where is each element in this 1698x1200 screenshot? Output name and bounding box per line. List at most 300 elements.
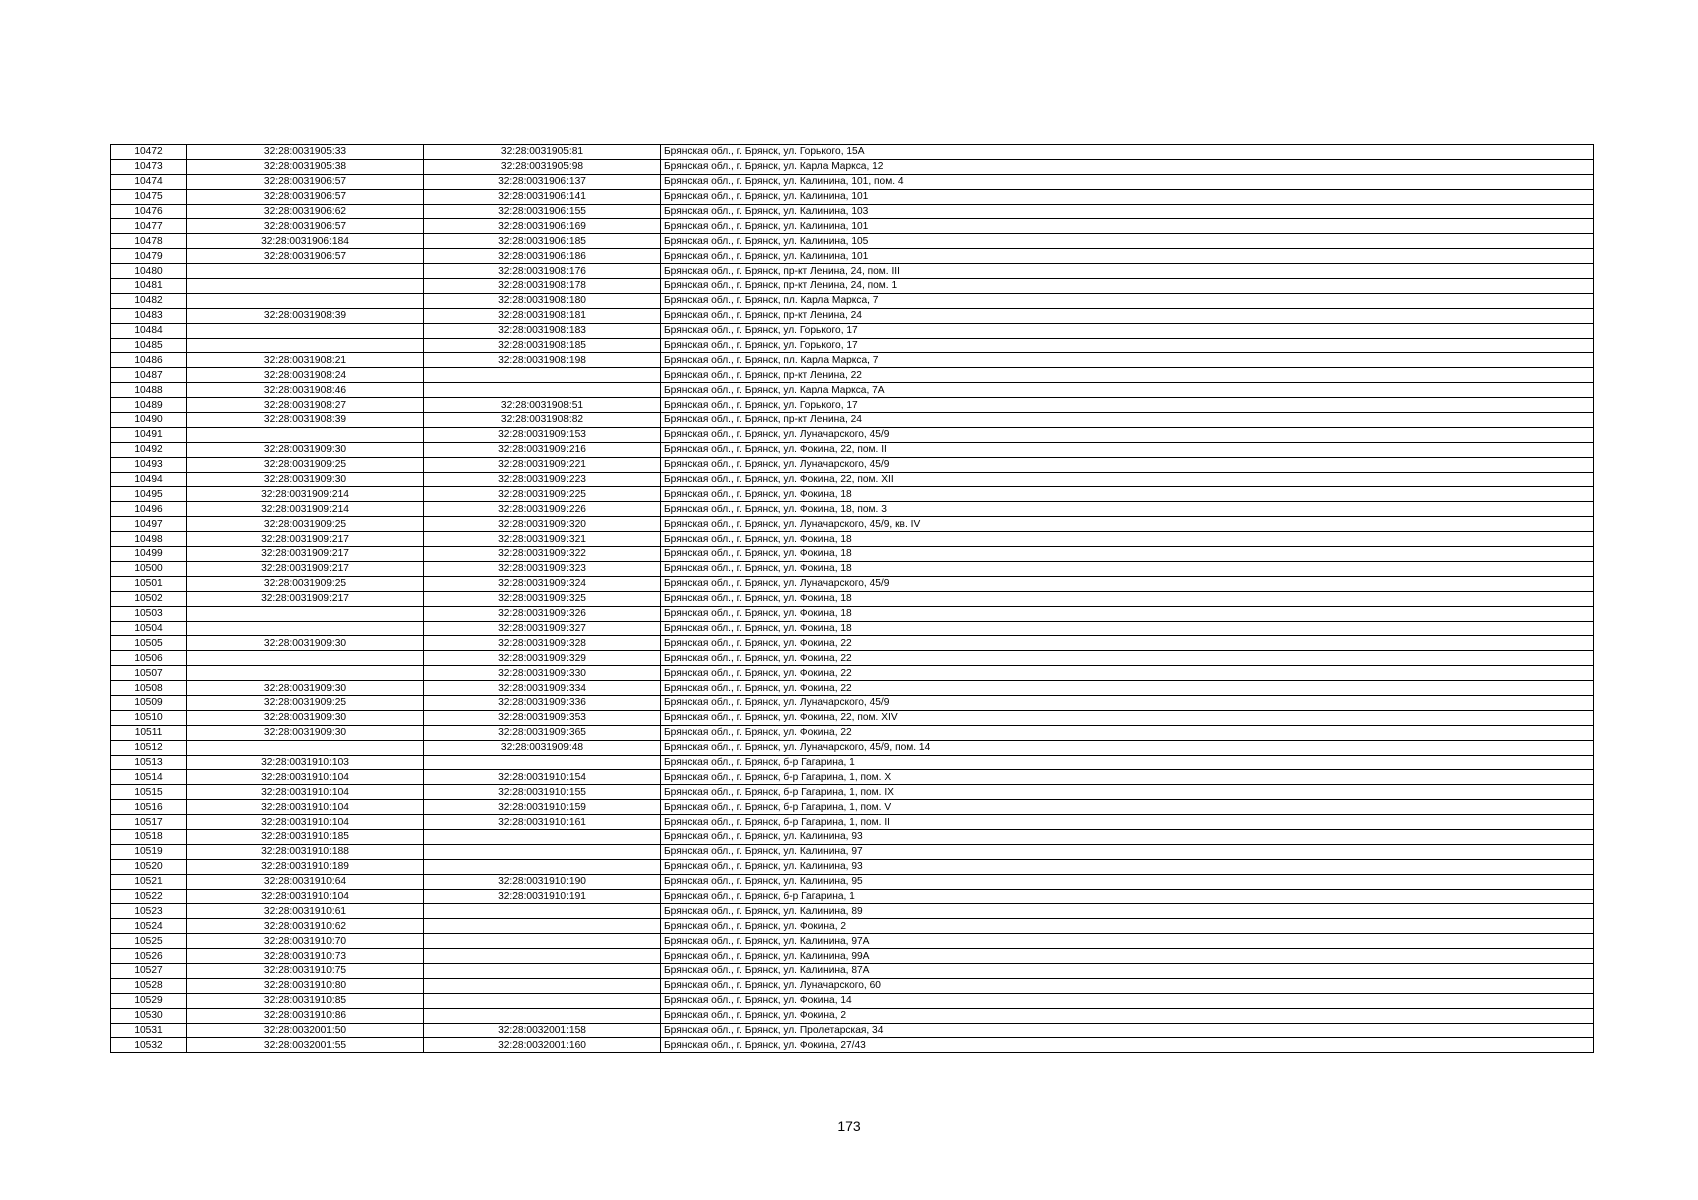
table-row xyxy=(111,889,1594,904)
row-number-cell: 10529 xyxy=(111,993,187,1008)
cadastral-number-cell: 32:28:0031908:27 xyxy=(187,398,424,413)
cadastral-number-cell: 32:28:0031906:57 xyxy=(187,249,424,264)
row-number-cell: 10472 xyxy=(111,145,187,160)
object-cadastral-number-cell xyxy=(424,978,661,993)
row-number-cell: 10527 xyxy=(111,963,187,978)
table-row xyxy=(111,457,1594,472)
table-row xyxy=(111,576,1594,591)
object-cadastral-number-cell: 32:28:0031908:185 xyxy=(424,338,661,353)
row-number-cell: 10512 xyxy=(111,740,187,755)
row-number-cell: 10513 xyxy=(111,755,187,770)
table-row xyxy=(111,785,1594,800)
cadastral-number-cell: 32:28:0031908:21 xyxy=(187,353,424,368)
address-cell: Брянская обл., г. Брянск, ул. Луначарского, 45/9 xyxy=(661,457,1594,472)
row-number-cell: 10500 xyxy=(111,561,187,576)
address-cell: Брянская обл., г. Брянск, ул. Горького, 17 xyxy=(661,323,1594,338)
table-row xyxy=(111,145,1594,160)
cadastral-number-cell: 32:28:0031910:85 xyxy=(187,993,424,1008)
cadastral-number-cell: 32:28:0031910:104 xyxy=(187,800,424,815)
row-number-cell: 10482 xyxy=(111,293,187,308)
object-cadastral-number-cell: 32:28:0031908:180 xyxy=(424,293,661,308)
row-number-cell: 10532 xyxy=(111,1038,187,1053)
row-number-cell: 10528 xyxy=(111,978,187,993)
table-row xyxy=(111,829,1594,844)
row-number-cell: 10504 xyxy=(111,621,187,636)
object-cadastral-number-cell xyxy=(424,919,661,934)
object-cadastral-number-cell: 32:28:0031908:51 xyxy=(424,398,661,413)
row-number-cell: 10503 xyxy=(111,606,187,621)
table-row xyxy=(111,204,1594,219)
row-number-cell: 10493 xyxy=(111,457,187,472)
object-cadastral-number-cell xyxy=(424,383,661,398)
row-number-cell: 10483 xyxy=(111,308,187,323)
table-row xyxy=(111,963,1594,978)
row-number-cell: 10496 xyxy=(111,502,187,517)
table-row xyxy=(111,532,1594,547)
table-row xyxy=(111,293,1594,308)
cadastral-number-cell xyxy=(187,338,424,353)
address-cell: Брянская обл., г. Брянск, ул. Калинина, 105 xyxy=(661,234,1594,249)
cadastral-number-cell: 32:28:0031910:104 xyxy=(187,770,424,785)
address-cell: Брянская обл., г. Брянск, ул. Фокина, 18 xyxy=(661,487,1594,502)
table-row xyxy=(111,1008,1594,1023)
cadastral-number-cell: 32:28:0031906:62 xyxy=(187,204,424,219)
cadastral-number-cell xyxy=(187,666,424,681)
object-cadastral-number-cell: 32:28:0031909:326 xyxy=(424,606,661,621)
cadastral-number-cell: 32:28:0031909:25 xyxy=(187,517,424,532)
address-cell: Брянская обл., г. Брянск, ул. Калинина, 101 xyxy=(661,219,1594,234)
table-row xyxy=(111,1023,1594,1038)
address-cell: Брянская обл., г. Брянск, ул. Фокина, 18 xyxy=(661,547,1594,562)
address-cell: Брянская обл., г. Брянск, пр-кт Ленина, 22 xyxy=(661,368,1594,383)
object-cadastral-number-cell xyxy=(424,963,661,978)
object-cadastral-number-cell: 32:28:0031906:137 xyxy=(424,174,661,189)
address-cell: Брянская обл., г. Брянск, ул. Фокина, 14 xyxy=(661,993,1594,1008)
address-cell: Брянская обл., г. Брянск, ул. Фокина, 22, пом. II xyxy=(661,442,1594,457)
table-row xyxy=(111,859,1594,874)
table-row xyxy=(111,159,1594,174)
row-number-cell: 10516 xyxy=(111,800,187,815)
object-cadastral-number-cell: 32:28:0031908:181 xyxy=(424,308,661,323)
row-number-cell: 10480 xyxy=(111,264,187,279)
address-cell: Брянская обл., г. Брянск, ул. Калинина, 93 xyxy=(661,829,1594,844)
address-cell: Брянская обл., г. Брянск, ул. Калинина, 95 xyxy=(661,874,1594,889)
row-number-cell: 10523 xyxy=(111,904,187,919)
cadastral-number-cell xyxy=(187,740,424,755)
object-cadastral-number-cell: 32:28:0031909:225 xyxy=(424,487,661,502)
cadastral-number-cell: 32:28:0031909:217 xyxy=(187,591,424,606)
address-cell: Брянская обл., г. Брянск, ул. Луначарского, 45/9 xyxy=(661,695,1594,710)
object-cadastral-number-cell xyxy=(424,993,661,1008)
cadastral-number-cell xyxy=(187,293,424,308)
cadastral-number-cell: 32:28:0031909:217 xyxy=(187,532,424,547)
address-cell: Брянская обл., г. Брянск, ул. Калинина, 89 xyxy=(661,904,1594,919)
cadastral-number-cell: 32:28:0031910:80 xyxy=(187,978,424,993)
row-number-cell: 10507 xyxy=(111,666,187,681)
row-number-cell: 10514 xyxy=(111,770,187,785)
cadastral-number-cell: 32:28:0031906:57 xyxy=(187,189,424,204)
row-number-cell: 10486 xyxy=(111,353,187,368)
address-cell: Брянская обл., г. Брянск, б-р Гагарина, 1, пом. IX xyxy=(661,785,1594,800)
object-cadastral-number-cell: 32:28:0031909:329 xyxy=(424,651,661,666)
address-cell: Брянская обл., г. Брянск, ул. Фокина, 18, пом. 3 xyxy=(661,502,1594,517)
address-cell: Брянская обл., г. Брянск, б-р Гагарина, 1, пом. V xyxy=(661,800,1594,815)
object-cadastral-number-cell: 32:28:0031909:153 xyxy=(424,427,661,442)
address-cell: Брянская обл., г. Брянск, ул. Калинина, 101, пом. 4 xyxy=(661,174,1594,189)
address-cell: Брянская обл., г. Брянск, ул. Фокина, 22, пом. XIV xyxy=(661,710,1594,725)
row-number-cell: 10518 xyxy=(111,829,187,844)
row-number-cell: 10497 xyxy=(111,517,187,532)
object-cadastral-number-cell: 32:28:0032001:158 xyxy=(424,1023,661,1038)
row-number-cell: 10505 xyxy=(111,636,187,651)
table-row xyxy=(111,681,1594,696)
cadastral-number-cell xyxy=(187,279,424,294)
cadastral-number-cell xyxy=(187,264,424,279)
row-number-cell: 10475 xyxy=(111,189,187,204)
cadastral-number-cell: 32:28:0031910:104 xyxy=(187,815,424,830)
table-row xyxy=(111,695,1594,710)
table-row xyxy=(111,651,1594,666)
address-cell: Брянская обл., г. Брянск, б-р Гагарина, 1, пом. X xyxy=(661,770,1594,785)
cadastral-number-cell: 32:28:0031909:25 xyxy=(187,576,424,591)
row-number-cell: 10519 xyxy=(111,844,187,859)
address-cell: Брянская обл., г. Брянск, ул. Пролетарская, 34 xyxy=(661,1023,1594,1038)
table-row xyxy=(111,919,1594,934)
address-cell: Брянская обл., г. Брянск, ул. Луначарского, 45/9, пом. 14 xyxy=(661,740,1594,755)
table-row xyxy=(111,993,1594,1008)
table-row xyxy=(111,234,1594,249)
row-number-cell: 10487 xyxy=(111,368,187,383)
cadastral-number-cell: 32:28:0031909:30 xyxy=(187,636,424,651)
address-cell: Брянская обл., г. Брянск, ул. Фокина, 22 xyxy=(661,681,1594,696)
object-cadastral-number-cell: 32:28:0031905:98 xyxy=(424,159,661,174)
table-row xyxy=(111,442,1594,457)
address-cell: Брянская обл., г. Брянск, ул. Фокина, 22 xyxy=(661,666,1594,681)
address-cell: Брянская обл., г. Брянск, ул. Фокина, 22 xyxy=(661,636,1594,651)
table-row xyxy=(111,710,1594,725)
cadastral-number-cell: 32:28:0031910:64 xyxy=(187,874,424,889)
object-cadastral-number-cell: 32:28:0031906:169 xyxy=(424,219,661,234)
cadastral-number-cell: 32:28:0031909:30 xyxy=(187,725,424,740)
object-cadastral-number-cell: 32:28:0032001:160 xyxy=(424,1038,661,1053)
cadastral-number-cell: 32:28:0031910:73 xyxy=(187,949,424,964)
address-cell: Брянская обл., г. Брянск, ул. Луначарского, 45/9 xyxy=(661,576,1594,591)
cadastral-number-cell xyxy=(187,427,424,442)
row-number-cell: 10484 xyxy=(111,323,187,338)
row-number-cell: 10485 xyxy=(111,338,187,353)
object-cadastral-number-cell: 32:28:0031909:328 xyxy=(424,636,661,651)
cadastral-number-cell: 32:28:0031910:104 xyxy=(187,785,424,800)
row-number-cell: 10494 xyxy=(111,472,187,487)
table-row xyxy=(111,264,1594,279)
cadastral-number-cell: 32:28:0031909:214 xyxy=(187,487,424,502)
cadastral-number-cell: 32:28:0031910:86 xyxy=(187,1008,424,1023)
register-table-body xyxy=(111,145,1594,1053)
table-row xyxy=(111,413,1594,428)
address-cell: Брянская обл., г. Брянск, ул. Луначарского, 45/9 xyxy=(661,427,1594,442)
address-cell: Брянская обл., г. Брянск, ул. Фокина, 18 xyxy=(661,606,1594,621)
address-cell: Брянская обл., г. Брянск, пр-кт Ленина, 24, пом. 1 xyxy=(661,279,1594,294)
object-cadastral-number-cell: 32:28:0031909:216 xyxy=(424,442,661,457)
row-number-cell: 10474 xyxy=(111,174,187,189)
object-cadastral-number-cell: 32:28:0031909:327 xyxy=(424,621,661,636)
table-row xyxy=(111,323,1594,338)
address-cell: Брянская обл., г. Брянск, ул. Фокина, 18 xyxy=(661,532,1594,547)
address-cell: Брянская обл., г. Брянск, ул. Карла Маркса, 12 xyxy=(661,159,1594,174)
cadastral-number-cell: 32:28:0031910:62 xyxy=(187,919,424,934)
cadastral-number-cell: 32:28:0031910:61 xyxy=(187,904,424,919)
row-number-cell: 10509 xyxy=(111,695,187,710)
address-cell: Брянская обл., г. Брянск, б-р Гагарина, 1 xyxy=(661,755,1594,770)
table-row xyxy=(111,815,1594,830)
cadastral-number-cell: 32:28:0031909:217 xyxy=(187,547,424,562)
object-cadastral-number-cell: 32:28:0031908:178 xyxy=(424,279,661,294)
address-cell: Брянская обл., г. Брянск, ул. Фокина, 27/43 xyxy=(661,1038,1594,1053)
object-cadastral-number-cell xyxy=(424,755,661,770)
table-row xyxy=(111,874,1594,889)
table-row xyxy=(111,219,1594,234)
row-number-cell: 10526 xyxy=(111,949,187,964)
cadastral-number-cell: 32:28:0031905:38 xyxy=(187,159,424,174)
object-cadastral-number-cell xyxy=(424,844,661,859)
cadastral-number-cell xyxy=(187,323,424,338)
table-row xyxy=(111,1038,1594,1053)
cadastral-number-cell: 32:28:0031909:30 xyxy=(187,472,424,487)
row-number-cell: 10510 xyxy=(111,710,187,725)
object-cadastral-number-cell: 32:28:0031909:323 xyxy=(424,561,661,576)
row-number-cell: 10525 xyxy=(111,934,187,949)
object-cadastral-number-cell: 32:28:0031909:48 xyxy=(424,740,661,755)
cadastral-number-cell xyxy=(187,621,424,636)
table-row xyxy=(111,934,1594,949)
cadastral-number-cell: 32:28:0031910:188 xyxy=(187,844,424,859)
table-row xyxy=(111,949,1594,964)
address-cell: Брянская обл., г. Брянск, ул. Калинина, 101 xyxy=(661,249,1594,264)
object-cadastral-number-cell: 32:28:0031909:320 xyxy=(424,517,661,532)
table-row xyxy=(111,472,1594,487)
object-cadastral-number-cell: 32:28:0031909:322 xyxy=(424,547,661,562)
object-cadastral-number-cell: 32:28:0031909:334 xyxy=(424,681,661,696)
address-cell: Брянская обл., г. Брянск, б-р Гагарина, 1 xyxy=(661,889,1594,904)
cadastral-number-cell: 32:28:0031910:75 xyxy=(187,963,424,978)
cadastral-number-cell: 32:28:0031909:30 xyxy=(187,681,424,696)
address-cell: Брянская обл., г. Брянск, ул. Фокина, 22 xyxy=(661,725,1594,740)
table-row xyxy=(111,353,1594,368)
cadastral-number-cell: 32:28:0031910:70 xyxy=(187,934,424,949)
cadastral-number-cell: 32:28:0031909:30 xyxy=(187,442,424,457)
address-cell: Брянская обл., г. Брянск, ул. Калинина, 97А xyxy=(661,934,1594,949)
table-row xyxy=(111,502,1594,517)
object-cadastral-number-cell: 32:28:0031910:161 xyxy=(424,815,661,830)
object-cadastral-number-cell xyxy=(424,368,661,383)
table-row xyxy=(111,621,1594,636)
cadastral-number-cell: 32:28:0031909:214 xyxy=(187,502,424,517)
cadastral-number-cell: 32:28:0031910:103 xyxy=(187,755,424,770)
row-number-cell: 10520 xyxy=(111,859,187,874)
table-row xyxy=(111,978,1594,993)
object-cadastral-number-cell: 32:28:0031909:221 xyxy=(424,457,661,472)
address-cell: Брянская обл., г. Брянск, пл. Карла Маркса, 7 xyxy=(661,353,1594,368)
address-cell: Брянская обл., г. Брянск, ул. Фокина, 22, пом. XII xyxy=(661,472,1594,487)
table-row xyxy=(111,844,1594,859)
row-number-cell: 10521 xyxy=(111,874,187,889)
cadastral-number-cell: 32:28:0031908:46 xyxy=(187,383,424,398)
address-cell: Брянская обл., г. Брянск, ул. Калинина, 87А xyxy=(661,963,1594,978)
object-cadastral-number-cell: 32:28:0031910:159 xyxy=(424,800,661,815)
row-number-cell: 10530 xyxy=(111,1008,187,1023)
address-cell: Брянская обл., г. Брянск, пр-кт Ленина, 24, пом. III xyxy=(661,264,1594,279)
cadastral-number-cell: 32:28:0031906:184 xyxy=(187,234,424,249)
address-cell: Брянская обл., г. Брянск, ул. Фокина, 18 xyxy=(661,561,1594,576)
address-cell: Брянская обл., г. Брянск, ул. Калинина, 103 xyxy=(661,204,1594,219)
object-cadastral-number-cell xyxy=(424,949,661,964)
table-row xyxy=(111,338,1594,353)
object-cadastral-number-cell xyxy=(424,859,661,874)
table-row xyxy=(111,487,1594,502)
row-number-cell: 10489 xyxy=(111,398,187,413)
cadastral-number-cell xyxy=(187,606,424,621)
cadastral-number-cell: 32:28:0031906:57 xyxy=(187,174,424,189)
table-row xyxy=(111,383,1594,398)
table-row xyxy=(111,666,1594,681)
table-row xyxy=(111,547,1594,562)
object-cadastral-number-cell: 32:28:0031910:191 xyxy=(424,889,661,904)
cadastral-register-table xyxy=(110,144,1594,1053)
address-cell: Брянская обл., г. Брянск, пл. Карла Маркса, 7 xyxy=(661,293,1594,308)
table-row xyxy=(111,308,1594,323)
row-number-cell: 10481 xyxy=(111,279,187,294)
cadastral-number-cell: 32:28:0031908:24 xyxy=(187,368,424,383)
cadastral-number-cell: 32:28:0032001:50 xyxy=(187,1023,424,1038)
table-row xyxy=(111,561,1594,576)
object-cadastral-number-cell: 32:28:0031905:81 xyxy=(424,145,661,160)
object-cadastral-number-cell: 32:28:0031909:330 xyxy=(424,666,661,681)
row-number-cell: 10502 xyxy=(111,591,187,606)
row-number-cell: 10478 xyxy=(111,234,187,249)
cadastral-number-cell: 32:28:0031910:104 xyxy=(187,889,424,904)
address-cell: Брянская обл., г. Брянск, ул. Луначарского, 45/9, кв. IV xyxy=(661,517,1594,532)
cadastral-number-cell: 32:28:0031910:185 xyxy=(187,829,424,844)
cadastral-number-cell: 32:28:0031909:30 xyxy=(187,710,424,725)
cadastral-number-cell: 32:28:0032001:55 xyxy=(187,1038,424,1053)
cadastral-number-cell: 32:28:0031909:25 xyxy=(187,457,424,472)
row-number-cell: 10473 xyxy=(111,159,187,174)
row-number-cell: 10479 xyxy=(111,249,187,264)
cadastral-number-cell: 32:28:0031908:39 xyxy=(187,413,424,428)
page-number: 173 xyxy=(837,1118,861,1134)
address-cell: Брянская обл., г. Брянск, ул. Калинина, 99А xyxy=(661,949,1594,964)
row-number-cell: 10501 xyxy=(111,576,187,591)
address-cell: Брянская обл., г. Брянск, ул. Горького, 15А xyxy=(661,145,1594,160)
row-number-cell: 10522 xyxy=(111,889,187,904)
table-row xyxy=(111,517,1594,532)
object-cadastral-number-cell: 32:28:0031910:155 xyxy=(424,785,661,800)
row-number-cell: 10491 xyxy=(111,427,187,442)
address-cell: Брянская обл., г. Брянск, ул. Калинина, 97 xyxy=(661,844,1594,859)
address-cell: Брянская обл., г. Брянск, ул. Горького, 17 xyxy=(661,338,1594,353)
object-cadastral-number-cell: 32:28:0031909:365 xyxy=(424,725,661,740)
table-row xyxy=(111,606,1594,621)
table-row xyxy=(111,398,1594,413)
row-number-cell: 10492 xyxy=(111,442,187,457)
cadastral-number-cell: 32:28:0031910:189 xyxy=(187,859,424,874)
row-number-cell: 10515 xyxy=(111,785,187,800)
row-number-cell: 10488 xyxy=(111,383,187,398)
table-row xyxy=(111,904,1594,919)
cadastral-number-cell: 32:28:0031905:33 xyxy=(187,145,424,160)
object-cadastral-number-cell xyxy=(424,934,661,949)
row-number-cell: 10476 xyxy=(111,204,187,219)
object-cadastral-number-cell: 32:28:0031908:198 xyxy=(424,353,661,368)
object-cadastral-number-cell: 32:28:0031908:176 xyxy=(424,264,661,279)
address-cell: Брянская обл., г. Брянск, ул. Фокина, 18 xyxy=(661,621,1594,636)
row-number-cell: 10490 xyxy=(111,413,187,428)
table-row xyxy=(111,755,1594,770)
object-cadastral-number-cell: 32:28:0031909:223 xyxy=(424,472,661,487)
object-cadastral-number-cell: 32:28:0031906:141 xyxy=(424,189,661,204)
table-row xyxy=(111,368,1594,383)
row-number-cell: 10506 xyxy=(111,651,187,666)
cadastral-number-cell: 32:28:0031908:39 xyxy=(187,308,424,323)
row-number-cell: 10499 xyxy=(111,547,187,562)
row-number-cell: 10477 xyxy=(111,219,187,234)
object-cadastral-number-cell xyxy=(424,904,661,919)
address-cell: Брянская обл., г. Брянск, пр-кт Ленина, 24 xyxy=(661,308,1594,323)
object-cadastral-number-cell: 32:28:0031909:226 xyxy=(424,502,661,517)
object-cadastral-number-cell: 32:28:0031910:154 xyxy=(424,770,661,785)
table-row xyxy=(111,279,1594,294)
object-cadastral-number-cell: 32:28:0031909:321 xyxy=(424,532,661,547)
object-cadastral-number-cell: 32:28:0031906:186 xyxy=(424,249,661,264)
row-number-cell: 10508 xyxy=(111,681,187,696)
object-cadastral-number-cell: 32:28:0031910:190 xyxy=(424,874,661,889)
table-row xyxy=(111,800,1594,815)
table-row xyxy=(111,249,1594,264)
address-cell: Брянская обл., г. Брянск, ул. Луначарского, 60 xyxy=(661,978,1594,993)
row-number-cell: 10524 xyxy=(111,919,187,934)
table-row xyxy=(111,725,1594,740)
object-cadastral-number-cell: 32:28:0031908:183 xyxy=(424,323,661,338)
address-cell: Брянская обл., г. Брянск, ул. Фокина, 2 xyxy=(661,1008,1594,1023)
row-number-cell: 10517 xyxy=(111,815,187,830)
object-cadastral-number-cell: 32:28:0031909:325 xyxy=(424,591,661,606)
address-cell: Брянская обл., г. Брянск, ул. Карла Маркса, 7А xyxy=(661,383,1594,398)
object-cadastral-number-cell: 32:28:0031908:82 xyxy=(424,413,661,428)
cadastral-number-cell: 32:28:0031909:25 xyxy=(187,695,424,710)
table-row xyxy=(111,427,1594,442)
object-cadastral-number-cell xyxy=(424,1008,661,1023)
cadastral-number-cell xyxy=(187,651,424,666)
address-cell: Брянская обл., г. Брянск, пр-кт Ленина, 24 xyxy=(661,413,1594,428)
table-row xyxy=(111,174,1594,189)
object-cadastral-number-cell: 32:28:0031906:155 xyxy=(424,204,661,219)
cadastral-number-cell: 32:28:0031906:57 xyxy=(187,219,424,234)
address-cell: Брянская обл., г. Брянск, ул. Горького, 17 xyxy=(661,398,1594,413)
table-row xyxy=(111,740,1594,755)
cadastral-number-cell: 32:28:0031909:217 xyxy=(187,561,424,576)
row-number-cell: 10495 xyxy=(111,487,187,502)
row-number-cell: 10498 xyxy=(111,532,187,547)
object-cadastral-number-cell: 32:28:0031909:353 xyxy=(424,710,661,725)
address-cell: Брянская обл., г. Брянск, ул. Фокина, 18 xyxy=(661,591,1594,606)
address-cell: Брянская обл., г. Брянск, ул. Фокина, 22 xyxy=(661,651,1594,666)
row-number-cell: 10511 xyxy=(111,725,187,740)
table-row xyxy=(111,636,1594,651)
object-cadastral-number-cell: 32:28:0031906:185 xyxy=(424,234,661,249)
object-cadastral-number-cell: 32:28:0031909:336 xyxy=(424,695,661,710)
address-cell: Брянская обл., г. Брянск, ул. Фокина, 2 xyxy=(661,919,1594,934)
address-cell: Брянская обл., г. Брянск, б-р Гагарина, 1, пом. II xyxy=(661,815,1594,830)
